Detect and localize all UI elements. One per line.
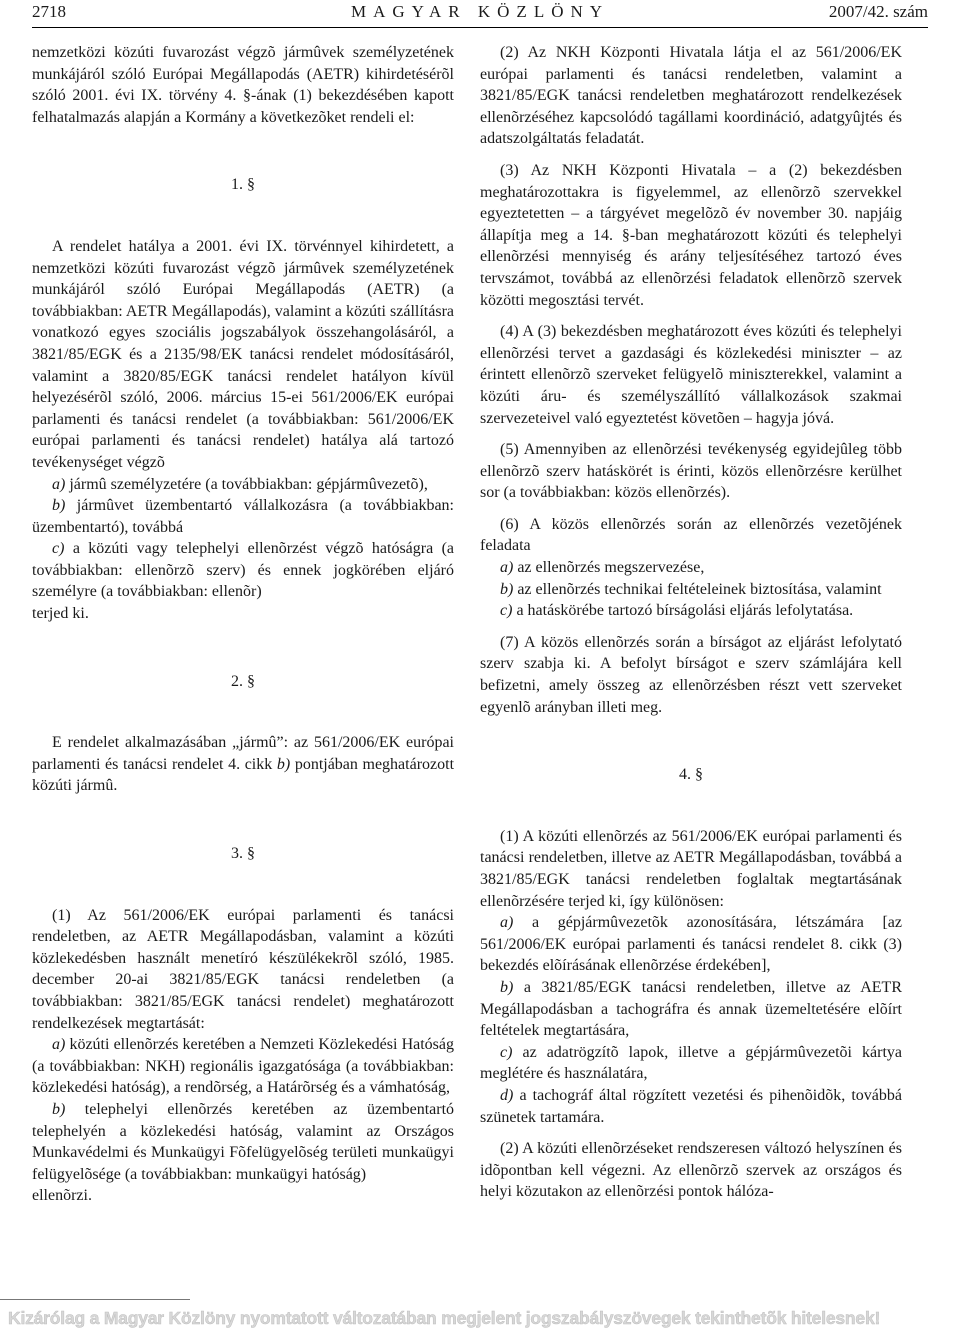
- section-3-para-1: (1) Az 561/2006/EK európai parlamenti és tanácsi rendeletben, az AETR Megállapodásban, valamint a közúti közlekedésben használt menetíró készülékekrõl szóló, 1985. december 20-ai 3821/85/EGK tanácsi rendeletben (a továbbiakban: 3821/85/EGK tanácsi rendelet) meghatározott rendelkezések megtartását:: [32, 906, 454, 1032]
- section-3-closing: ellenõrzi.: [32, 1187, 92, 1205]
- item-text: jármûvet üzembentartó vállalkozásra (a továbbiakban: üzembentartó), továbbá: [32, 497, 454, 536]
- section-3-para-6-item-b: [480, 579, 902, 601]
- item-text: az adatrögzítõ lapok, illetve a gépjármûvezetõi kártya meglétére és használatára,: [480, 1043, 903, 1083]
- item-text: az ellenõrzés megszervezése,: [517, 559, 705, 577]
- section-heading-1: 1. §: [231, 176, 255, 194]
- section-heading-4: 4. §: [679, 766, 703, 784]
- section-3-para-5: (5) Amennyiben az ellenõrzési tevékenység egyidejûleg több ellenõrzõ szerv hatáskörét is érinti, közös ellenõrzésre kerülhet sor (a továbbiakban: közös ellenõrzés).: [480, 441, 902, 502]
- issue-number: 2007/42. szám: [828, 2, 928, 21]
- section-3-para-6-item-a: [480, 557, 902, 579]
- section-4-para-2: (2) A közúti ellenõrzéseket rendszeresen változó helyszínen és idõpontban kell végezni. Az ellenõrzõ szervek az országos és helyi közutakon az ellenõrzési pontok hálóza-: [480, 1140, 902, 1201]
- item-text: közúti ellenõrzés keretében a Nemzeti Közlekedési Hatóság (a továbbiakban: NKH) regionális igazgatósága (a továbbiakban: közlekedési hatóság), a rendõrség, a Határõrség és a vámhatóság,: [32, 1036, 455, 1097]
- footer-rule: [0, 1299, 190, 1300]
- item-mark: b): [52, 1100, 66, 1118]
- section-3-para-6: (6) A közös ellenõrzés során az ellenõrzés vezetõjének feladata: [480, 515, 902, 555]
- item-mark: a): [52, 1036, 66, 1054]
- definition-text-end: pontjában meghatározott közúti jármû.: [32, 755, 455, 795]
- section-3-para-6-item-c: [480, 600, 902, 622]
- page-header: [32, 2, 928, 28]
- item-mark: a): [52, 475, 66, 493]
- section-1-item-a: [32, 474, 454, 496]
- section-1-text: A rendelet hatálya a 2001. évi IX. törvénnyel kihirdetett, a nemzetközi közúti fuvarozást végzõ jármûvek személyzetének munkájáról szóló Európai Megállapodás (AETR) (a továbbiakban: AETR Megállapodás), valamint a közúti szállításra vonatkozó egyes szociális jogszabályok összehangolásáról, a 3821/85/EGK és a 2135/98/EK tanácsi rendelet módosításáról, valamint a 3820/85/EGK tanácsi rendelet hatályon kívül helyezésérõl szóló, 2006. március 15-ei 561/2006/EK európai parlamenti és tanácsi rendelet (a továbbiakban: 561/2006/EK európai parlamenti és tanácsi rendelet) hatálya alá tartozó tevékenységet végzõ: [32, 237, 454, 471]
- section-4-item-b: [480, 977, 902, 1042]
- item-mark: b): [276, 755, 291, 773]
- item-text: a hatáskörébe tartozó bírságolási eljárás lefolytatása.: [516, 602, 854, 620]
- item-mark: a): [500, 914, 514, 932]
- section-heading-3: 3. §: [231, 845, 255, 863]
- item-text: jármû személyzetére (a továbbiakban: gépjármûvezetõ),: [69, 475, 428, 493]
- item-text: a közúti vagy telephelyi ellenõrzést végzõ hatóságra (a továbbiakban: ellenõrzõ szerv) és ennek jogkörében eljáró személyre (a továbbiakban: ellenõr): [32, 540, 455, 601]
- section-3-item-a: [32, 1034, 454, 1099]
- authenticity-notice: Kizárólag a Magyar Közlöny nyomtatott változatában megjelent jogszabályszövegek tekinthetõk hitelesnek!: [8, 1308, 881, 1328]
- item-mark: d): [500, 1086, 514, 1104]
- section-1-closing: terjed ki.: [32, 605, 89, 623]
- preamble: nemzetközi közúti fuvarozást végzõ jármûvek személyzetének munkájáról szóló Európai Megállapodás (AETR) kihirdetésérõl szóló 2001. évi IX. törvény 4. §-ának (1) bekezdésében kapott felhatalmazás alapján a Kormány a következõket rendeli el:: [32, 44, 454, 126]
- section-3-para-4: (4) A (3) bekezdésben meghatározott éves közúti és telephelyi ellenõrzési tervet a gazdasági és közlekedési miniszter – az érintett ellenõrzõ szerveket felügyelõ miniszterekkel, valamint a közúti áru- és személyszállító vállalkozások szakmai szervezeteivel való egyeztetést követõen – hagyja jóvá.: [480, 323, 902, 427]
- section-heading-2: 2. §: [231, 672, 255, 690]
- item-mark: b): [500, 580, 514, 598]
- item-mark: b): [52, 497, 66, 515]
- section-3-para-7: (7) A közös ellenõrzés során a bírságot az eljárást lefolytató szerv szabja ki. A befolyt bírságot e szerv számlájára kell befizetni, amely összeg az ellenõrzésben részt vett szerveket egyenlõ arányban illeti meg.: [480, 633, 902, 716]
- section-4-item-c: [480, 1042, 902, 1085]
- item-text: a tachográf által rögzített vezetési és pihenõidõk, továbbá szünetek tartamára.: [480, 1086, 902, 1126]
- item-mark: b): [500, 978, 514, 996]
- item-text: telephelyi ellenõrzés keretében az üzembentartó telephelyén a közlekedési hatóság, valamint az Országos Munkavédelmi és Munkaügyi Fõfelügyelõség területi munkaügyi felügyelõsége (a továbbiakban: munkaügyi hatóság): [32, 1100, 455, 1183]
- item-mark: c): [500, 1043, 513, 1061]
- item-mark: c): [500, 602, 513, 620]
- item-mark: c): [52, 540, 65, 558]
- section-4-item-d: [480, 1085, 902, 1128]
- section-1-item-b: [32, 495, 454, 538]
- section-3-para-2: (2) Az NKH Központi Hivatala látja el az 561/2006/EK európai parlamenti és tanácsi rendeletben, valamint a 3821/85/EGK tanácsi rendeletben meghatározott rendelkezések ellenõrzéséhez kapcsolódó tagállami koordináció, adatgyûjtés és adatszolgáltatás feladatát.: [480, 44, 902, 148]
- section-1-item-c: [32, 538, 454, 603]
- item-mark: a): [500, 559, 514, 577]
- section-3-para-3: (3) Az NKH Központi Hivatala – a (2) bekezdésben meghatározottakra is figyelemmel, az ellenõrzõ szervekkel egyeztetetten – a tárgyévet megelõzõ év november 30. napjáig állapítja meg a 14. §-ban meghatározott közúti és telephelyi ellenõrzési mennyiség és arány teljesítéséhez tartozó éves tervszámot, továbbá az ellenõrzési feladatok ellenõrzõ szervek közötti megosztási tervét.: [480, 161, 902, 309]
- right-column: [480, 42, 902, 1203]
- section-2-text: [32, 732, 454, 797]
- journal-title: MAGYAR KÖZLÖNY: [350, 2, 610, 21]
- section-4-item-a: [480, 912, 902, 977]
- item-text: a gépjármûvezetõk azonosítására, létszámára [az 561/2006/EK európai parlamenti és tanácsi rendelet 8. cikk (3) bekezdés elõírásának ellenõrzése érdekében],: [480, 914, 902, 975]
- section-4-para-1: (1) A közúti ellenõrzés az 561/2006/EK európai parlamenti és tanácsi rendeletben, illetve az AETR Megállapodásban, továbbá a 3821/85/EGK tanácsi rendeletben foglaltak megtartásának ellenõrzésére terjed ki, így különösen:: [480, 827, 902, 910]
- definition-text: E rendelet alkalmazásában „jármû”: az 561/2006/EK európai parlamenti és tanácsi rendelet 4. cikk: [32, 734, 454, 773]
- section-3-item-b: [32, 1099, 454, 1185]
- item-text: a 3821/85/EGK tanácsi rendeletben, illetve az AETR Megállapodásban a tachográfra és annak üzemeltetésére elõírt feltételek megtartására,: [480, 978, 903, 1040]
- left-column: [32, 42, 454, 1207]
- page-number: 2718: [32, 2, 66, 21]
- header-rule: [32, 27, 928, 28]
- item-text: az ellenõrzés technikai feltételeinek biztosítása, valamint: [517, 580, 882, 598]
